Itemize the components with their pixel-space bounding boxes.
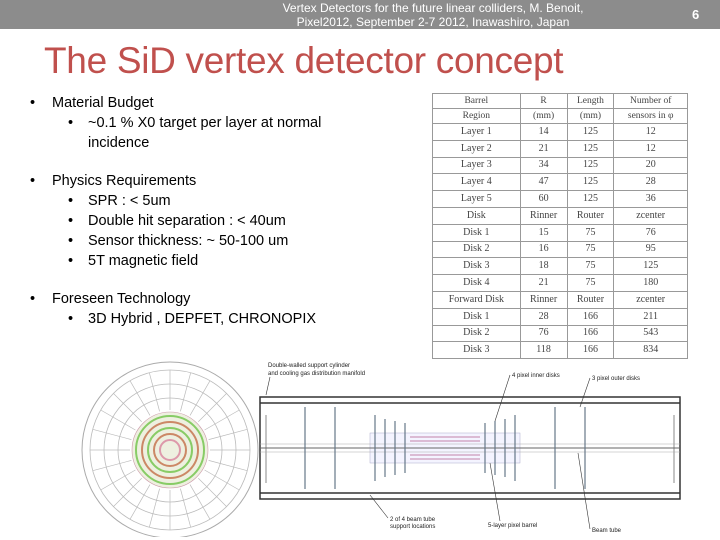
table-cell: 125	[614, 258, 688, 275]
sub-bullet-text: SPR : < 5um	[88, 193, 171, 209]
table-cell: 125	[567, 124, 614, 141]
disk-spoke	[198, 478, 226, 506]
table-cell: 12	[614, 140, 688, 157]
bullet-label: Physics Requirements	[52, 173, 197, 189]
disk-spoke	[101, 470, 136, 490]
slide-title: The SiD vertex detector concept	[44, 40, 564, 81]
disk-spoke	[113, 393, 141, 421]
header-line-2: Pixel2012, September 2-7 2012, Inawashiro, Japan	[296, 15, 570, 29]
table-row	[433, 275, 688, 292]
bullet-dot: •	[68, 233, 74, 249]
disk-spoke	[130, 485, 150, 520]
table-cell: 166	[567, 342, 614, 359]
table-cell: 211	[614, 308, 688, 325]
table-header-cell: Length	[567, 94, 614, 109]
sub-bullet-text: ~0.1 % X0 target per layer at normal	[88, 115, 322, 131]
table-cell: 21	[520, 275, 567, 292]
table-row	[433, 224, 688, 241]
table-row	[433, 191, 688, 208]
disk-spoke	[130, 381, 150, 416]
table-cell: Disk 1	[433, 308, 521, 325]
table-row	[433, 124, 688, 141]
table-header-cell: Region	[433, 109, 521, 124]
table-header-cell: (mm)	[520, 109, 567, 124]
table-cell: 34	[520, 157, 567, 174]
bullet-physics	[30, 171, 430, 191]
table-header-row	[433, 291, 688, 308]
table-header-cell: Rinner	[520, 291, 567, 308]
table-header-cell: sensors in φ	[614, 109, 688, 124]
label-pixel-barrel: 5-layer pixel barrel	[488, 523, 538, 529]
table-cell: 16	[520, 241, 567, 258]
table-cell: 543	[614, 325, 688, 342]
disk-spoke	[190, 485, 210, 520]
table-cell: Disk 3	[433, 342, 521, 359]
table-cell: 21	[520, 140, 567, 157]
bullet-label: Foreseen Technology	[52, 291, 191, 307]
sub-bullet	[30, 231, 430, 251]
sub-bullet	[30, 211, 430, 231]
disk-spoke	[180, 373, 190, 412]
label-outer-disks: 3 pixel outer disks	[592, 376, 641, 382]
label-inner-disks: 4 pixel inner disks	[512, 373, 560, 379]
sub-bullet	[30, 251, 430, 271]
table-cell: 60	[520, 191, 567, 208]
table-row	[433, 174, 688, 191]
disk-spoke	[180, 489, 190, 528]
disk-spoke	[198, 393, 226, 421]
disk-spoke	[209, 460, 248, 470]
table-row	[433, 308, 688, 325]
label-support-cylinder-2: and cooling gas distribution manifold	[268, 371, 366, 377]
table-cell: Disk 2	[433, 325, 521, 342]
table-cell: Disk 3	[433, 258, 521, 275]
disk-spoke	[209, 429, 248, 439]
table-header-row	[433, 109, 688, 124]
bullet-dot: •	[30, 173, 36, 189]
bullet-label: Material Budget	[52, 95, 154, 111]
table-cell: Layer 3	[433, 157, 521, 174]
table-header-cell: zcenter	[614, 291, 688, 308]
bullet-dot: •	[68, 253, 74, 269]
table-cell: 47	[520, 174, 567, 191]
sub-bullet-text: Sensor thickness: ~ 50-100 um	[88, 233, 289, 249]
table-cell: 18	[520, 258, 567, 275]
table-cell: 15	[520, 224, 567, 241]
table-cell: 12	[614, 124, 688, 141]
table-header-cell: Forward Disk	[433, 291, 521, 308]
table-cell: 76	[614, 224, 688, 241]
table-row	[433, 140, 688, 157]
table-row	[433, 258, 688, 275]
table-cell: Disk 2	[433, 241, 521, 258]
table-cell: 75	[567, 224, 614, 241]
sub-bullet-text: 3D Hybrid , DEPFET, CHRONOPIX	[88, 311, 317, 327]
table-row	[433, 325, 688, 342]
table-row	[433, 241, 688, 258]
table-cell: Layer 1	[433, 124, 521, 141]
conference-header	[278, 1, 588, 29]
table-cell: 125	[567, 191, 614, 208]
table-cell: 20	[614, 157, 688, 174]
table-cell: 125	[567, 174, 614, 191]
detector-diagram	[70, 355, 690, 537]
disk-spoke	[205, 470, 240, 490]
table-cell: Layer 4	[433, 174, 521, 191]
bullet-list	[30, 93, 430, 329]
table-header-cell: Router	[567, 207, 614, 224]
table-header-cell: Rinner	[520, 207, 567, 224]
label-beam-tube-support-2: support locations	[390, 524, 436, 530]
bullet-dot: •	[68, 193, 74, 209]
label-beam-tube: Beam tube	[592, 528, 622, 534]
bullet-dot: •	[30, 95, 36, 111]
bullet-dot: •	[68, 115, 74, 131]
table-cell: 75	[567, 258, 614, 275]
disk-spoke	[93, 429, 132, 439]
table-cell: 834	[614, 342, 688, 359]
table-cell: 75	[567, 241, 614, 258]
table-row	[433, 157, 688, 174]
table-cell: 76	[520, 325, 567, 342]
sub-bullet	[30, 309, 430, 329]
sub-bullet-text-cont: incidence	[88, 135, 150, 151]
disk-spoke	[205, 410, 240, 430]
sub-bullet-text: 5T magnetic field	[88, 253, 199, 269]
disk-spoke	[113, 478, 141, 506]
end-view-disk	[82, 362, 258, 537]
table-header-row	[433, 207, 688, 224]
bullet-dot: •	[68, 311, 74, 327]
sub-bullet-text: Double hit separation : < 40um	[88, 213, 286, 229]
table-cell: Layer 2	[433, 140, 521, 157]
bullet-dot: •	[68, 213, 74, 229]
page-number: 6	[692, 7, 700, 22]
table-header-cell: (mm)	[567, 109, 614, 124]
table-cell: 28	[520, 308, 567, 325]
table-header-cell: Barrel	[433, 94, 521, 109]
table-header-cell: R	[520, 94, 567, 109]
table-cell: 125	[567, 140, 614, 157]
table-cell: 75	[567, 275, 614, 292]
disk-spoke	[149, 373, 159, 412]
table-cell: Layer 5	[433, 191, 521, 208]
bullet-technology	[30, 289, 430, 309]
table-header-cell: zcenter	[614, 207, 688, 224]
sub-bullet	[30, 191, 430, 211]
table-cell: 166	[567, 308, 614, 325]
table-cell: 166	[567, 325, 614, 342]
table-cell: 180	[614, 275, 688, 292]
disk-spoke	[190, 381, 210, 416]
table-cell: 118	[520, 342, 567, 359]
disk-spoke	[149, 489, 159, 528]
table-header-cell: Disk	[433, 207, 521, 224]
table-cell: 28	[614, 174, 688, 191]
table-header-row	[433, 94, 688, 109]
sub-bullet	[30, 113, 430, 153]
side-view-barrel	[260, 397, 680, 499]
table-cell: Disk 1	[433, 224, 521, 241]
bullet-material-budget	[30, 93, 430, 113]
table-cell: 95	[614, 241, 688, 258]
table-header-cell: Number of	[614, 94, 688, 109]
bullet-dot: •	[30, 291, 36, 307]
table-cell: 14	[520, 124, 567, 141]
table-cell: 125	[567, 157, 614, 174]
table-cell: Disk 4	[433, 275, 521, 292]
disk-spoke	[101, 410, 136, 430]
label-beam-tube-support: 2 of 4 beam tube	[390, 517, 436, 523]
disk-spoke	[93, 460, 132, 470]
table-header-cell: Router	[567, 291, 614, 308]
detector-spec-table	[432, 93, 688, 359]
label-support-cylinder: Double-walled support cylinder	[268, 363, 351, 369]
table-cell: 36	[614, 191, 688, 208]
header-line-1: Vertex Detectors for the future linear colliders, M. Benoit,	[282, 1, 584, 15]
